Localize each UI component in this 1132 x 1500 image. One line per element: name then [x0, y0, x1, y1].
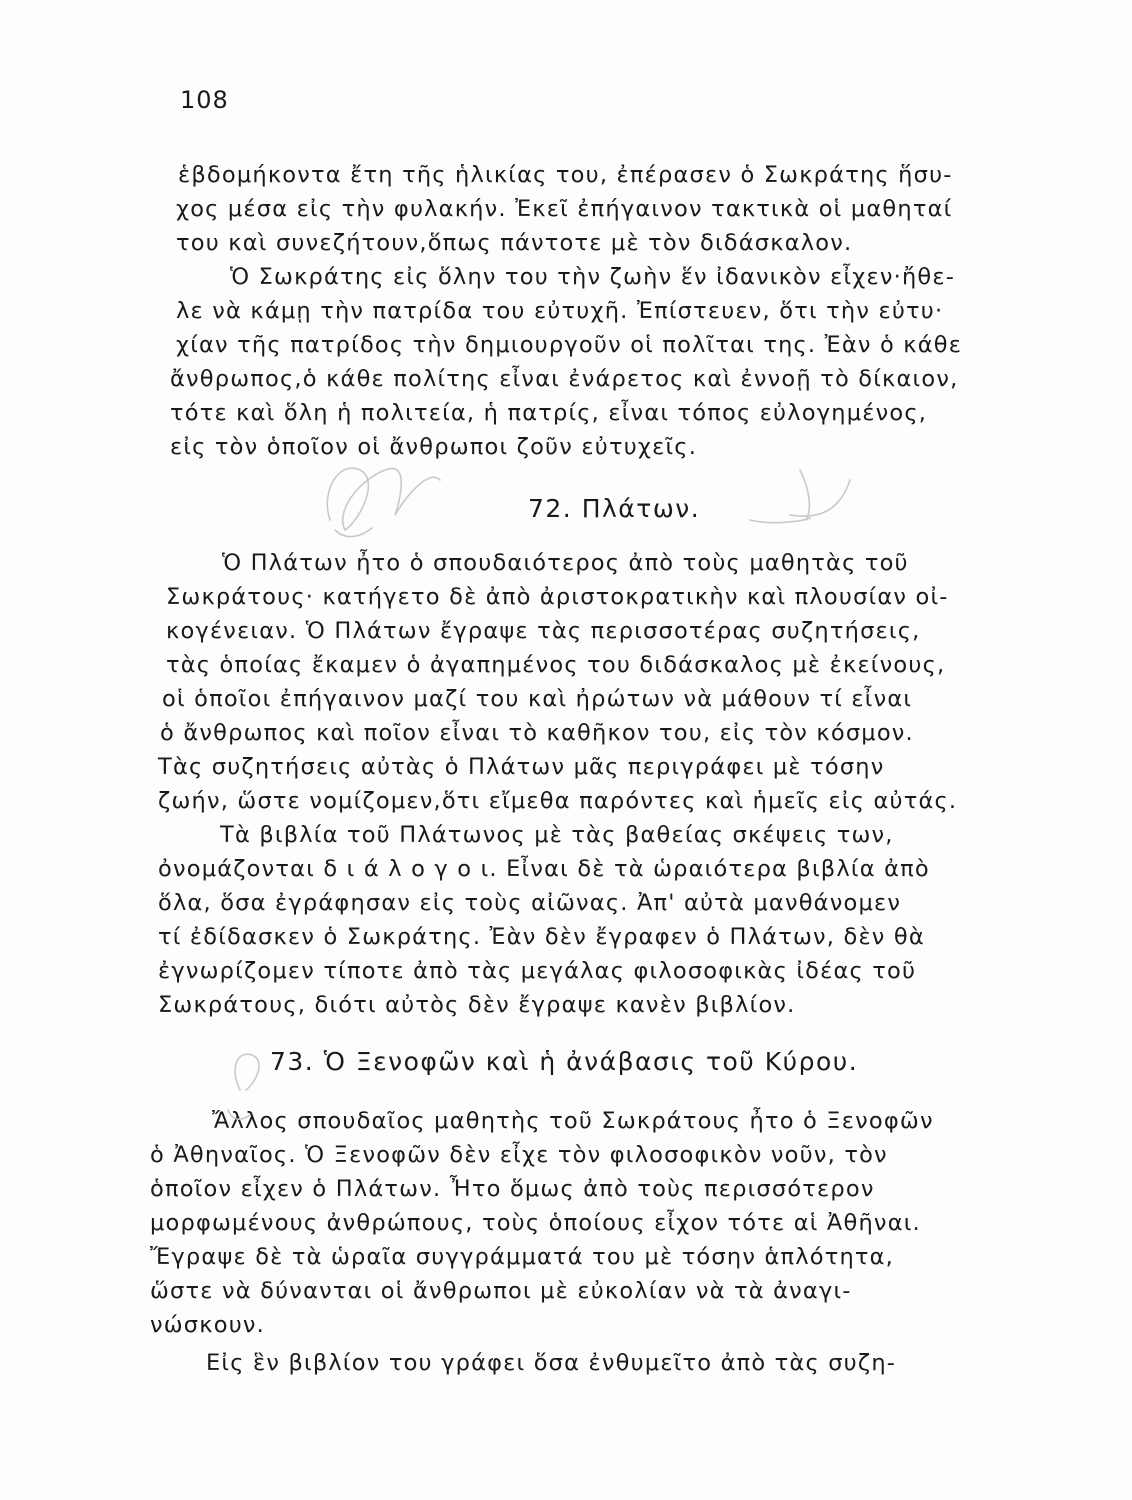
text-line: οἱ ὁποῖοι ἐπήγαινον μαζί του καὶ ἠρώτων νὰ μάθουν τί εἶναι [162, 686, 913, 712]
text-line: Τὰς συζητήσεις αὐτὰς ὁ Πλάτων μᾶς περιγράφει μὲ τόσην [158, 754, 885, 780]
text-line: Σωκράτους, διότι αὐτὸς δὲν ἔγραψε κανὲν βιβλίον. [158, 992, 796, 1018]
text-line: ὅλα, ὅσα ἐγράφησαν εἰς τοὺς αἰῶνας. Ἀπ' αὐτὰ μανθάνομεν [158, 890, 902, 916]
text-line: ἑβδομήκοντα ἔτη τῆς ἡλικίας του, ἐπέρασεν ὁ Σωκράτης ἥσυ- [178, 162, 953, 188]
section-heading-73: 73. Ὁ Ξενοφῶν καὶ ἡ ἀνάβασις τοῦ Κύρου. [270, 1047, 859, 1076]
text-line: ὁποῖον εἶχεν ὁ Πλάτων. Ἦτο ὅμως ἀπὸ τοὺς περισσότερον [150, 1176, 875, 1202]
page-number: 108 [180, 86, 229, 114]
text-line: Σωκράτους· κατήγετο δὲ ἀπὸ ἀριστοκρατικὴν καὶ πλουσίαν οἰ- [166, 584, 949, 610]
text-line: ἄνθρωπος,ὁ κάθε πολίτης εἶναι ἐνάρετος καὶ ἐννοῇ τὸ δίκαιον, [170, 366, 959, 392]
text-line: Τὰ βιβλία τοῦ Πλάτωνος μὲ τὰς βαθείας σκέψεις των, [220, 822, 894, 848]
text-line: ἐγνωρίζομεν τίποτε ἀπὸ τὰς μεγάλας φιλοσοφικὰς ἰδέας τοῦ [158, 958, 917, 984]
text-line: κογένειαν. Ὁ Πλάτων ἔγραψε τὰς περισσοτέρας συζητήσεις, [166, 618, 921, 644]
text-line: Ὁ Σωκράτης εἰς ὅλην του τὴν ζωὴν ἕν ἰδανικὸν εἶχεν·ἤθε- [230, 264, 956, 290]
text-line: Ἄλλος σπουδαῖος μαθητὴς τοῦ Σωκράτους ἦτο ὁ Ξενοφῶν [212, 1108, 934, 1134]
text-line: εἰς τὸν ὁποῖον οἱ ἄνθρωποι ζοῦν εὐτυχεῖς. [170, 434, 698, 460]
text-line: νώσκουν. [150, 1312, 266, 1338]
text-line: λε νὰ κάμῃ τὴν πατρίδα του εὐτυχῆ. Ἐπίστευεν, ὅτι τὴν εὐτυ· [176, 298, 944, 324]
text-line: τί ἐδίδασκεν ὁ Σωκράτης. Ἐὰν δὲν ἔγραφεν ὁ Πλάτων, δὲν θὰ [158, 924, 925, 950]
text-line: ὥστε νὰ δύνανται οἱ ἄνθρωποι μὲ εὐκολίαν νὰ τὰ ἀναγι- [150, 1278, 852, 1304]
text-line: Ἔγραψε δὲ τὰ ὡραῖα συγγράμματά του μὲ τόσην ἁπλότητα, [150, 1244, 895, 1270]
text-line: ὁ Ἀθηναῖος. Ὁ Ξενοφῶν δὲν εἶχε τὸν φιλοσοφικὸν νοῦν, τὸν [150, 1142, 888, 1168]
text-line: μορφωμένους ἀνθρώπους, τοὺς ὁποίους εἶχον τότε αἱ Ἀθῆναι. [150, 1210, 921, 1236]
text-line: χος μέσα εἰς τὴν φυλακήν. Ἐκεῖ ἐπήγαινον τακτικὰ οἱ μαθηταί [176, 196, 953, 222]
text-line: ζωήν, ὥστε νομίζομεν,ὅτι εἴμεθα παρόντες καὶ ἡμεῖς εἰς αὐτάς. [158, 788, 958, 814]
text-line: τότε καὶ ὅλη ἡ πολιτεία, ἡ πατρίς, εἶναι τόπος εὐλογημένος, [170, 400, 928, 426]
text-line: Ὁ Πλάτων ἦτο ὁ σπουδαιότερος ἀπὸ τοὺς μαθητὰς τοῦ [222, 550, 909, 576]
text-line: ὀνομάζονται δ ι ά λ ο γ ο ι. Εἶναι δὲ τὰ ὡραιότερα βιβλία ἀπὸ [158, 856, 930, 882]
text-line: ὁ ἄνθρωπος καὶ ποῖον εἶναι τὸ καθῆκον του, εἰς τὸν κόσμον. [160, 720, 914, 746]
text-line: Εἰς ἓν βιβλίον του γράφει ὅσα ἐνθυμεῖτο ἀπὸ τὰς συζη- [206, 1350, 897, 1376]
text-line: χίαν τῆς πατρίδος τὴν δημιουργοῦν οἱ πολῖται της. Ἐὰν ὁ κάθε [176, 332, 963, 358]
text-line: του καὶ συνεζήτουν,ὅπως πάντοτε μὲ τὸν διδάσκαλον. [176, 230, 853, 256]
text-line: τὰς ὁποίας ἔκαμεν ὁ ἀγαπημένος του διδάσκαλος μὲ ἐκείνους, [166, 652, 946, 678]
section-heading-72: 72. Πλάτων. [528, 494, 701, 523]
